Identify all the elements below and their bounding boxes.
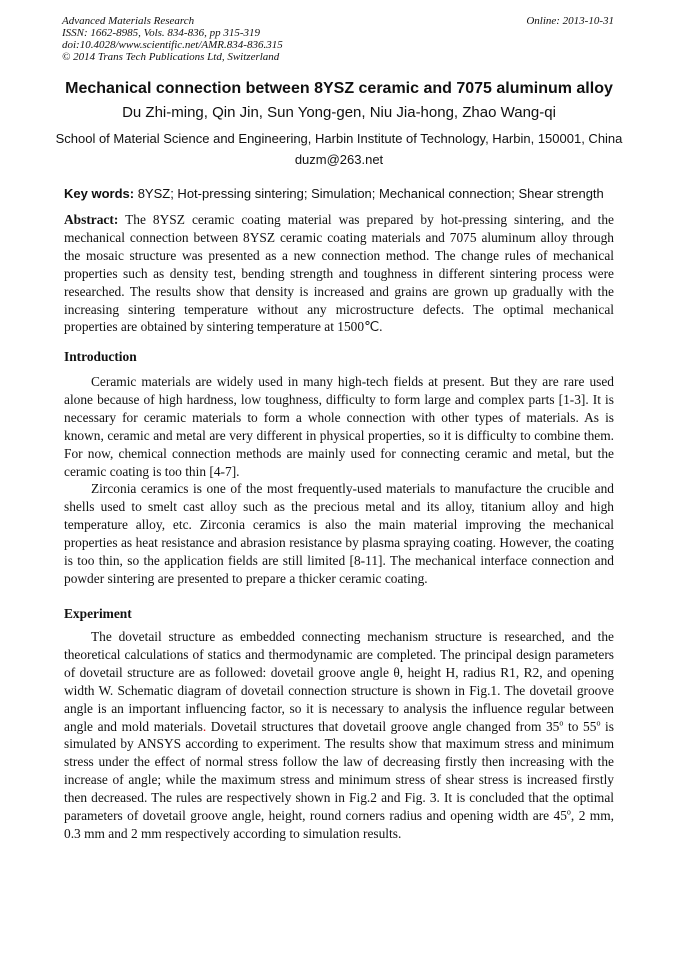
text-segment: is simulated by ANSYS according to experiment. The results show that maximum stress and minimum stress under the effect of normal stress follow the law of decreasing firstly then increasing with the increase of angle; while the maximum stress and minimum stress of shear stress is increased firstly then decreased. The rules are respectively shown in Fig.2 and Fig. 3. It is concluded that the optimal parameters of dovetail groove angle, height, round corners radius and opening width are 45 [64, 718, 614, 824]
abstract [64, 211, 614, 336]
email[interactable]: duzm@263.net [294, 152, 384, 167]
red-period: . [202, 718, 207, 734]
authors: Du Zhi-ming, Qin Jin, Sun Yong-gen, Niu Jia-hong, Zhao Wang-qi [122, 104, 556, 121]
issn: ISSN: 1662-8985, Vols. 834-836, pp 315-319 [62, 27, 260, 39]
affiliation: School of Material Science and Engineering, Harbin Institute of Technology, Harbin, 150001, China [55, 131, 623, 146]
abstract-text: The 8YSZ ceramic coating material was prepared by hot-pressing sintering, and the mechanical connection between 8YSZ ceramic coating materials and 7075 aluminum alloy through the mosaic structure was presented as a new connection method. The change rules of mechanical properties such as density test, bending strength and toughness in different sintering process were researched. The results show that density is increased and grains are grown up gradually with the increasing sintering temperature without any microstructure defects. The optimal mechanical properties are obtained by sintering temperature at 1500℃. [64, 212, 614, 335]
text-segment: to 55 [563, 718, 597, 734]
paragraph [64, 628, 614, 843]
keywords-label: Key words: [64, 186, 135, 201]
degree-sup: o [596, 718, 601, 728]
text-segment: , 2 mm, 0.3 mm and 2 mm respectively according to simulation results. [64, 808, 614, 841]
text-segment: The dovetail structure as embedded connecting mechanism structure is researched, and the theoretical calculations of statics and thermodynamic are completed. The principal design parameters of dovetail structure are as followed: dovetail groove angle θ, height H, radius R1, R2, and opening width W. Schematic diagram of dovetail connection structure is shown in Fig.1. The dovetail groove angle is an important influencing factor, so it is necessary to analysis the influence regular between angle and mold materials [64, 629, 614, 734]
experiment-heading: Experiment [64, 606, 132, 621]
degree-sup: o [566, 807, 571, 817]
keywords-text: 8YSZ; Hot-pressing sintering; Simulation; Mechanical connection; Shear strength [134, 186, 604, 201]
introduction-heading: Introduction [64, 349, 137, 364]
degree-sup: o [559, 718, 564, 728]
text-segment: Dovetail structures that dovetail groove angle changed from 35 [206, 718, 560, 734]
online-date: Online: 2013-10-31 [526, 15, 614, 27]
experiment-body [64, 628, 614, 843]
keywords [64, 186, 624, 201]
journal-name: Advanced Materials Research [62, 15, 195, 27]
copyright: © 2014 Trans Tech Publications Ltd, Switzerland [62, 51, 280, 63]
paragraph: Zirconia ceramics is one of the most frequently-used materials to manufacture the crucible and shells used to smelt cast alloy such as the precious metal and its alloy, titanium alloy and high temperature alloy, etc. Zirconia ceramics is also the main material improving the mechanical properties as heat resistance and abrasion resistance by plasma spraying coating. However, the coating is too thin, so the application fields are still limited [8-11]. The mechanical interface connection and powder sintering are presented to prepare a thicker ceramic coating. [64, 481, 614, 586]
paragraph: Ceramic materials are widely used in many high-tech fields at present. But they are rare used alone because of high hardness, low toughness, difficulty to form large and complex parts [1-3]. It is necessary for ceramic materials to form a whole connection with other types of materials. As is known, ceramic and metal are very different in physical properties, so it is difficulty to combine them. For now, chemical connection methods are mainly used for connecting ceramic and metal, but the ceramic coating is too thin [4-7]. [64, 374, 614, 479]
abstract-label: Abstract: [64, 212, 119, 227]
introduction-body [64, 373, 614, 588]
doi: doi:10.4028/www.scientific.net/AMR.834-836.315 [62, 39, 283, 51]
paper-title: Mechanical connection between 8YSZ ceramic and 7075 aluminum alloy [65, 80, 613, 97]
journal-header [62, 15, 283, 63]
